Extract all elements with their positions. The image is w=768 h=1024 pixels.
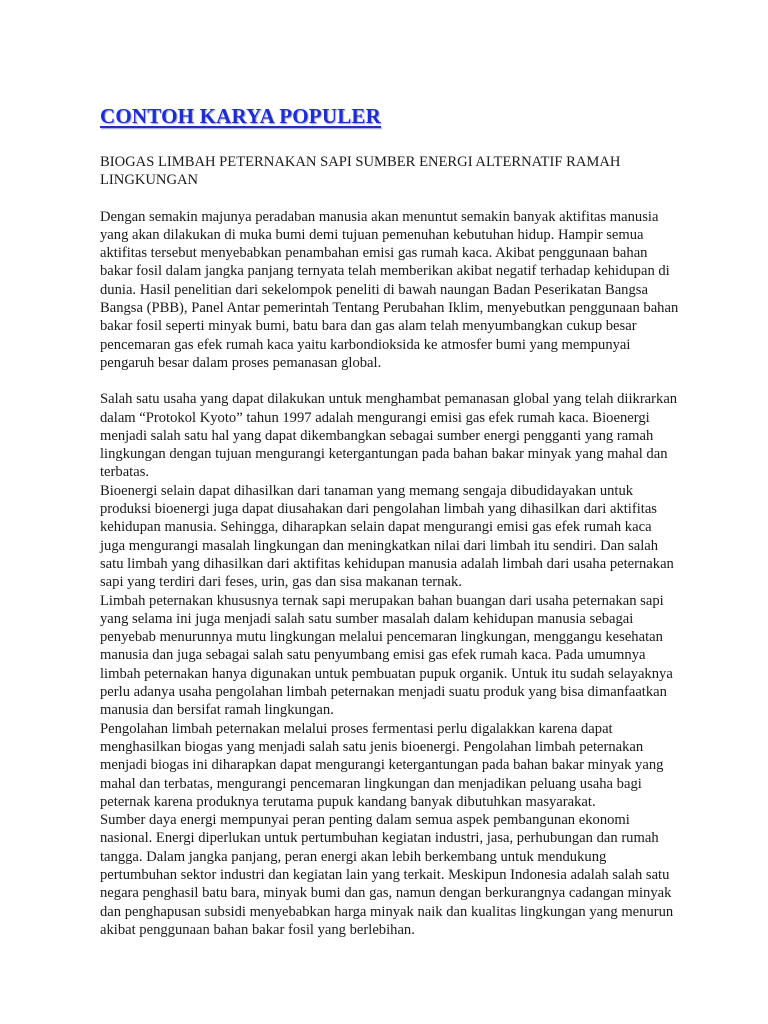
paragraph: Bioenergi selain dapat dihasilkan dari tanaman yang memang sengaja dibudidayakan untuk produksi bioenergi juga dapat diusahakan dari pengolahan limbah yang dihasilkan dari aktifitas kehidupan manusia. Sehingga, diharapkan selain dapat mengurangi emisi gas efek rumah kaca juga mengurangi masalah lingkungan dan meningkatkan nilai dari limbah itu sendiri. Dan salah satu limbah yang dihasilkan dari aktifitas kehidupan manusia adalah limbah dari usaha peternakan sapi yang terdiri dari feses, urin, gas dan sisa makanan ternak. <box>100 482 674 591</box>
paragraph: Limbah peternakan khususnya ternak sapi merupakan bahan buangan dari usaha peternakan sapi yang selama ini juga menjadi salah satu sumber masalah dalam kehidupan manusia sebagai penyebab menurunnya mutu lingkungan melalui pencemaran lingkungan, menggangu kesehatan manusia dan juga sebagai salah satu penyumbang emisi gas efek rumah kaca. Pada umumnya limbah peternakan hanya digunakan untuk pembuatan pupuk organik. Untuk itu sudah selayaknya perlu adanya usaha pengolahan limbah peternakan menjadi suatu produk yang bisa dimanfaatkan manusia dan bersifat ramah lingkungan. <box>100 592 673 719</box>
paragraph: Pengolahan limbah peternakan melalui proses fermentasi perlu digalakkan karena dapat menghasilkan biogas yang menjadi salah satu jenis bioenergi. Pengolahan limbah peternakan menjadi biogas ini diharapkan dapat mengurangi ketergantungan pada bahan bakar minyak yang mahal dan terbatas, mengurangi pencemaran lingkungan dan menjadikan peluang usaha bagi peternak karena produknya terutama pupuk kandang banyak dibutuhkan masyarakat. <box>100 720 664 810</box>
paragraph: Dengan semakin majunya peradaban manusia akan menuntut semakin banyak aktifitas manusia yang akan dilakukan di muka bumi demi tujuan pemenuhan kebutuhan hidup. Hampir semua aktifitas tersebut menyebabkan penambahan emisi gas rumah kaca. Akibat penggunaan bahan bakar fosil dalam jangka panjang ternyata telah memberikan akibat negatif terhadap kehidupan di dunia. Hasil penelitian dari sekelompok peneliti di bawah naungan Badan Peserikatan Bangsa Bangsa (PBB), Panel Antar pemerintah Tentang Perubahan Iklim, menyebutkan penggunaan bahan bakar fosil seperti minyak bumi, batu bara dan gas alam telah menyumbangkan cukup besar pencemaran gas efek rumah kaca yaitu karbondioksida ke atmosfer bumi yang mempunyai pengaruh besar dalam proses pemanasan global. <box>100 208 679 371</box>
paragraph: Salah satu usaha yang dapat dilakukan untuk menghambat pemanasan global yang telah diikrarkan dalam “Protokol Kyoto” tahun 1997 adalah mengurangi emisi gas efek rumah kaca. Bioenergi menjadi salah satu hal yang dapat dikembangkan sebagai sumber energi pengganti yang ramah lingkungan dengan tujuan mengurangi ketergantungan pada bahan bakar minyak yang mahal dan terbatas. <box>100 391 678 481</box>
paragraph: Sumber daya energi mempunyai peran penting dalam semua aspek pembangunan ekonomi nasional. Energi diperlukan untuk pertumbuhan kegiatan industri, jasa, perhubungan dan rumah tangga. Dalam jangka panjang, peran energi akan lebih berkembang untuk mendukung pertumbuhan sektor industri dan kegiatan lain yang terkait. Meskipun Indonesia adalah salah satu negara penghasil batu bara, minyak bumi dan gas, namun dengan berkurangnya cadangan minyak dan penghapusan subsidi menyebabkan harga minyak naik dan kualitas lingkungan yang menurun akibat penggunaan bahan bakar fosil yang berlebihan. <box>100 812 674 938</box>
document-page <box>100 104 680 939</box>
paragraph-gap <box>100 372 680 390</box>
document-title: CONTOH KARYA POPULER <box>100 104 381 128</box>
document-subtitle: BIOGAS LIMBAH PETERNAKAN SAPI SUMBER ENERGI ALTERNATIF RAMAH LINGKUNGAN <box>100 154 621 189</box>
